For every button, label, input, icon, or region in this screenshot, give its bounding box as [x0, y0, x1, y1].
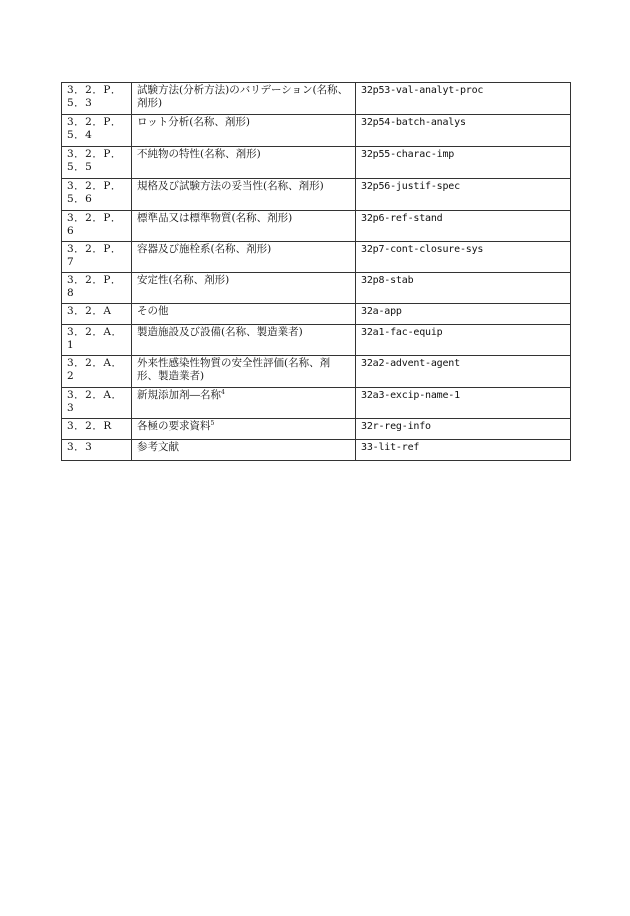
- section-number-cell: 3．2．P． 5．4: [62, 115, 132, 147]
- file-name-cell: 32p55-charac-imp: [356, 147, 571, 179]
- ctd-module3-table: [61, 82, 571, 461]
- section-title-cell: 不純物の特性(名称、剤形): [132, 147, 356, 179]
- table-row: [62, 242, 571, 273]
- section-title-cell: 外来性感染性物質の安全性評価(名称、剤形、製造業者): [132, 356, 356, 388]
- section-number-cell: 3．2．P．6: [62, 211, 132, 242]
- section-number-cell: 3．3: [62, 440, 132, 461]
- table-row: [62, 147, 571, 179]
- section-title-text: 各極の要求資料: [137, 420, 211, 432]
- file-name-cell: 33-lit-ref: [356, 440, 571, 461]
- file-name-cell: 32r-reg-info: [356, 419, 571, 440]
- file-name-cell: 32a2-advent-agent: [356, 356, 571, 388]
- file-name-cell: 32p53-val-analyt-proc: [356, 83, 571, 115]
- footnote-marker: 5: [210, 420, 215, 427]
- file-name-cell: 32p8-stab: [356, 273, 571, 304]
- section-number-cell: 3．2．R: [62, 419, 132, 440]
- section-title-cell: [132, 388, 356, 419]
- section-title-cell: 参考文献: [132, 440, 356, 461]
- section-number-cell: 3．2．A．1: [62, 325, 132, 356]
- table-row: [62, 388, 571, 419]
- file-name-cell: 32a3-excip-name-1: [356, 388, 571, 419]
- section-title-cell: [132, 419, 356, 440]
- section-title-cell: ロット分析(名称、剤形): [132, 115, 356, 147]
- table-row: [62, 356, 571, 388]
- file-name-cell: 32p56-justif-spec: [356, 179, 571, 211]
- table-row: [62, 179, 571, 211]
- section-title-cell: 試験方法(分析方法)のバリデーション(名称、剤形): [132, 83, 356, 115]
- table-row: [62, 325, 571, 356]
- footnote-marker: 4: [221, 389, 225, 396]
- section-title-cell: 標準品又は標準物質(名称、剤形): [132, 211, 356, 242]
- section-title-text: 新規添加剤―名称: [137, 389, 221, 401]
- file-name-cell: 32a1-fac-equip: [356, 325, 571, 356]
- section-number-cell: 3．2．P． 5．3: [62, 83, 132, 115]
- section-number-cell: 3．2．A．3: [62, 388, 132, 419]
- table-row: [62, 211, 571, 242]
- section-number-cell: 3．2．P．7: [62, 242, 132, 273]
- section-number-cell: 3．2．P．8: [62, 273, 132, 304]
- file-name-cell: 32p7-cont-closure-sys: [356, 242, 571, 273]
- file-name-cell: 32p54-batch-analys: [356, 115, 571, 147]
- file-name-cell: 32a-app: [356, 304, 571, 325]
- section-title-cell: 安定性(名称、剤形): [132, 273, 356, 304]
- section-title-cell: 規格及び試験方法の妥当性(名称、剤形): [132, 179, 356, 211]
- table-body: [62, 83, 571, 461]
- table-row: [62, 115, 571, 147]
- table-row: [62, 440, 571, 461]
- section-title-cell: 製造施設及び設備(名称、製造業者): [132, 325, 356, 356]
- section-number-cell: 3．2．P． 5．6: [62, 179, 132, 211]
- section-number-cell: 3．2．P． 5．5: [62, 147, 132, 179]
- section-title-cell: その他: [132, 304, 356, 325]
- table-row: [62, 273, 571, 304]
- table-row: [62, 419, 571, 440]
- file-name-cell: 32p6-ref-stand: [356, 211, 571, 242]
- section-number-cell: 3．2．A．2: [62, 356, 132, 388]
- section-number-cell: 3．2．A: [62, 304, 132, 325]
- table-row: [62, 304, 571, 325]
- table-row: [62, 83, 571, 115]
- section-title-cell: 容器及び施栓系(名称、剤形): [132, 242, 356, 273]
